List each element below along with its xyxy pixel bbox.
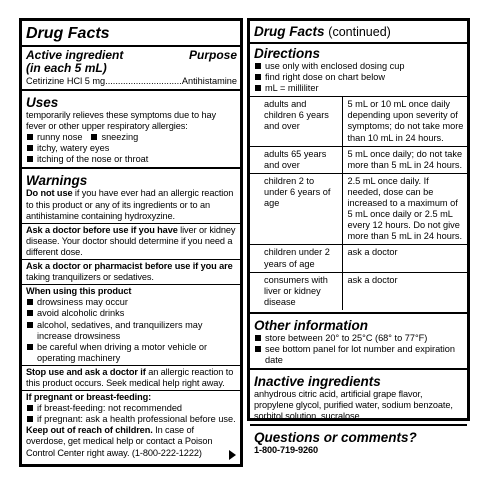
when-using-label: When using this product (26, 286, 132, 297)
uses-intro: temporarily relieves these symptoms due to hay fever or other upper respiratory allergies: (26, 110, 216, 132)
directions-section (250, 42, 467, 312)
dose-cell: ask a doctor (342, 272, 467, 310)
list-item: drowsiness may occur (26, 297, 237, 308)
divider (22, 365, 240, 366)
divider (22, 259, 240, 260)
list-item: if breast-feeding: not recommended (26, 403, 237, 414)
do-not-use-text: Do not use if you have ever had an allergic reaction to this product or any of its ingredients or to an antihistamine containing hydroxyzine. (26, 188, 234, 221)
keep-out-text: Keep out of reach of children. In case of overdose, get medical help or contact a Poison Control Center right away. (1-800-222-1222) (26, 425, 213, 458)
list-item: alcohol, sedatives, and tranquilizers may increase drowsiness (26, 320, 237, 342)
inactive-ingredients-section (250, 368, 467, 424)
list-item: store between 20° to 25°C (68° to 77°F) (254, 333, 464, 344)
other-information-title: Other information (254, 317, 368, 333)
age-group-cell: adults and children 6 years and over (250, 97, 342, 146)
questions-section (250, 424, 467, 458)
stop-use-text: Stop use and ask a doctor if an allergic reaction to this product occurs. Seek medical help right away. (26, 366, 234, 388)
dosage-table (250, 96, 467, 310)
questions-title: Questions or comments? (254, 430, 417, 446)
warnings-section (22, 167, 240, 460)
phone-number: 1-800-719-9260 (254, 445, 318, 456)
age-group-cell: adults 65 years and over (250, 146, 342, 173)
other-information-section (250, 312, 467, 368)
continue-arrow-icon (229, 450, 236, 460)
ask-doctor-text: Ask a doctor before use if you have liver or kidney disease. Your doctor should determine if you need a different dose. (26, 224, 236, 257)
drug-facts-panel-left (19, 18, 243, 467)
ingredient-name: Cetirizine HCl 5 mg (26, 76, 106, 86)
active-ingredient-subheading: (in each 5 mL) (26, 61, 107, 75)
dose-cell: 5 mL or 10 mL once daily depending upon severity of symptoms; do not take more than 10 mL in 24 hours. (342, 97, 467, 146)
drug-facts-panel-right (247, 18, 470, 456)
active-ingredient-section (22, 45, 240, 89)
purpose-heading: Purpose (188, 48, 237, 62)
table-row (250, 146, 467, 173)
active-ingredient-heading: Active ingredient (26, 48, 124, 62)
leader-dots (105, 76, 182, 87)
dose-cell: ask a doctor (342, 245, 467, 272)
drug-facts-title: Drug Facts (26, 25, 110, 42)
list-item: avoid alcoholic drinks (26, 308, 237, 319)
dose-cell: 5 mL once daily; do not take more than 5 mL in 24 hours. (342, 146, 467, 173)
list-item: runny nose (26, 132, 82, 143)
list-item: itching of the nose or throat (26, 154, 237, 165)
ask-pharmacist-text: Ask a doctor or pharmacist before use if you are taking tranquilizers or sedatives. (26, 261, 233, 283)
inactive-ingredients-text: anhydrous citric acid, artificial grape flavor, propylene glycol, purified water, sodium benzoate, sorbitol solution, sucralose (254, 389, 453, 422)
list-item: find right dose on chart below (254, 72, 464, 83)
list-item: sneezing (90, 132, 138, 143)
divider (22, 284, 240, 285)
list-item: use only with enclosed dosing cup (254, 61, 464, 72)
drug-facts-continued-header (250, 21, 467, 42)
age-group-cell: children under 2 years of age (250, 245, 342, 272)
drug-facts-header (22, 21, 240, 45)
directions-title: Directions (254, 46, 321, 61)
list-item: see bottom panel for lot number and expiration date (254, 344, 464, 366)
list-item: if pregnant: ask a health professional before use. (26, 414, 237, 425)
ingredient-line (26, 76, 237, 87)
dose-cell: 2.5 mL once daily. If needed, dose can be increased to a maximum of 5 mL once daily or 2.5 mL every 12 hours. Do not give more than 5 mL in 24 hours. (342, 173, 467, 245)
list-item: mL = milliliter (254, 83, 464, 94)
uses-title: Uses (26, 95, 59, 110)
uses-section (22, 89, 240, 167)
warnings-title: Warnings (26, 173, 88, 189)
divider (22, 223, 240, 224)
inactive-ingredients-title: Inactive ingredients (254, 374, 381, 390)
list-item: itchy, watery eyes (26, 143, 237, 154)
table-row (250, 245, 467, 272)
table-row (250, 272, 467, 310)
ingredient-purpose: Antihistamine (181, 76, 237, 86)
table-row (250, 173, 467, 245)
age-group-cell: children 2 to under 6 years of age (250, 173, 342, 245)
list-item: be careful when driving a motor vehicle or operating machinery (26, 342, 237, 364)
table-row (250, 97, 467, 146)
pregnant-label: If pregnant or breast-feeding: (26, 392, 152, 403)
age-group-cell: consumers with liver or kidney disease (250, 272, 342, 310)
drug-facts-continued-title: Drug Facts (continued) (254, 24, 391, 39)
divider (22, 390, 240, 391)
